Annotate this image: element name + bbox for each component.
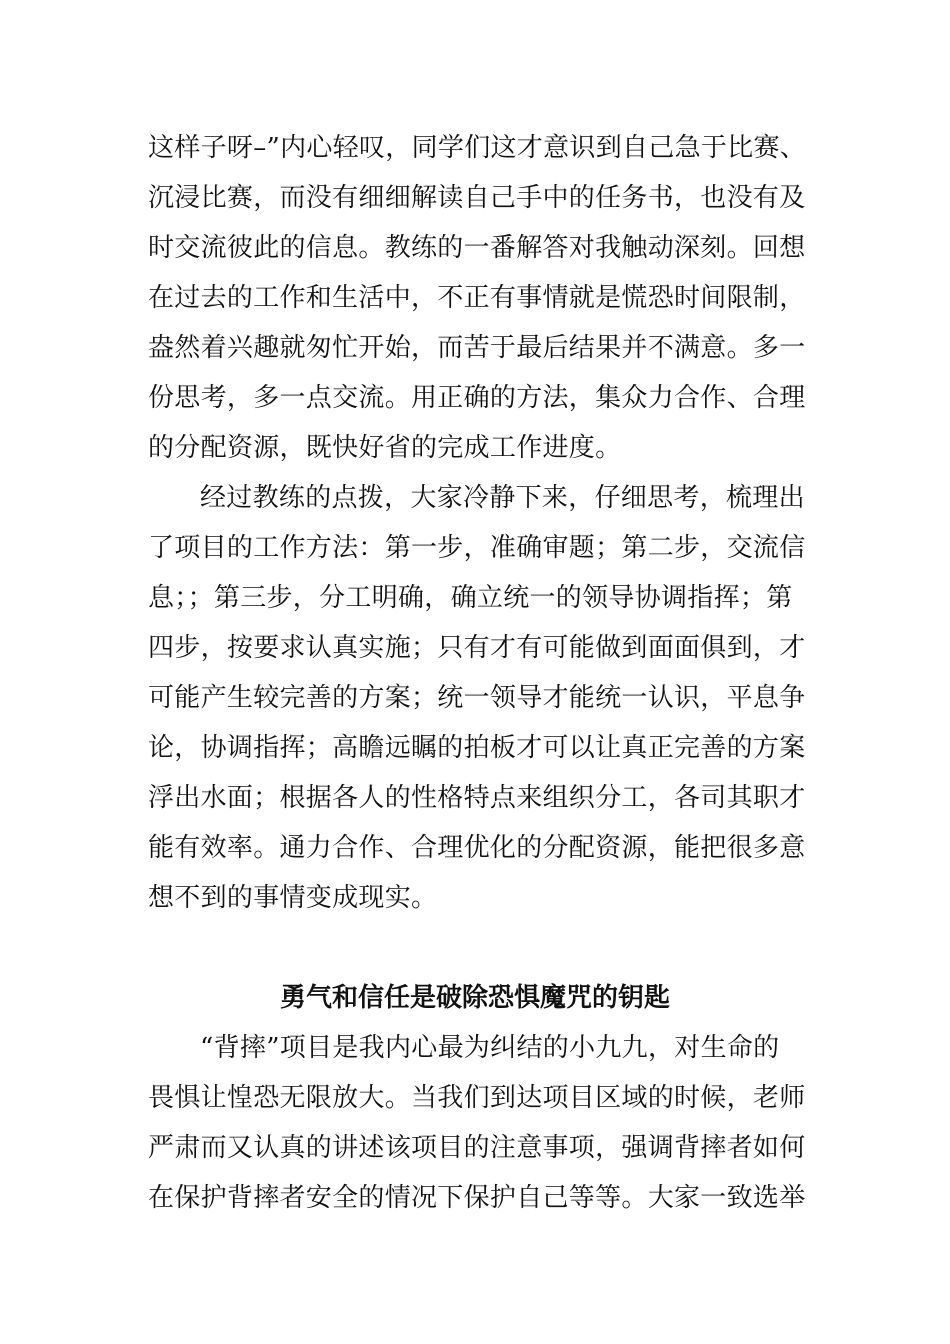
text-line: 时交流彼此的信息。教练的一番解答对我触动深刻。回想 — [148, 233, 806, 263]
text-line: 论，协调指挥；高瞻远瞩的拍板才可以让真正完善的方案 — [148, 733, 806, 763]
text-line: 严肃而又认真的讲述该项目的注意事项，强调背摔者如何 — [148, 1133, 806, 1163]
text-line: 在保护背摔者安全的情况下保护自己等等。大家一致选举 — [148, 1183, 806, 1213]
text-line: 沉浸比赛，而没有细细解读自己手中的任务书，也没有及 — [148, 183, 806, 213]
text-line: 畏惧让惶恐无限放大。当我们到达项目区域的时候，老师 — [148, 1083, 806, 1113]
text-line: 能有效率。通力合作、合理优化的分配资源，能把很多意 — [148, 833, 806, 863]
text-line: 在过去的工作和生活中，不正有事情就是慌恐时间限制， — [148, 283, 806, 313]
text-line: 这样子呀–”内心轻叹，同学们这才意识到自己急于比赛、 — [148, 133, 807, 163]
text-line: 浮出水面；根据各人的性格特点来组织分工，各司其职才 — [148, 783, 806, 813]
text-line: 了项目的工作方法：第一步，准确审题；第二步，交流信 — [148, 533, 806, 563]
text-line: “背摔”项目是我内心最为纠结的小九九，对生命的 — [200, 1033, 780, 1063]
text-line: 想不到的事情变成现实。 — [148, 883, 438, 913]
section-heading: 勇气和信任是破除恐惧魔咒的钥匙 — [279, 983, 670, 1013]
text-line: 份思考，多一点交流。用正确的方法，集众力合作、合理 — [148, 383, 806, 413]
text-line: 的分配资源，既快好省的完成工作进度。 — [148, 433, 622, 463]
text-line: 可能产生较完善的方案；统一领导才能统一认识，平息争 — [148, 683, 806, 713]
text-line: 盎然着兴趣就匆忙开始，而苦于最后结果并不满意。多一 — [148, 333, 806, 363]
text-line: 经过教练的点拨，大家冷静下来，仔细思考，梳理出 — [200, 483, 805, 513]
text-line: 四步，按要求认真实施；只有才有可能做到面面俱到，才 — [148, 633, 806, 663]
text-line: 息；；第三步，分工明确，确立统一的领导协调指挥；第 — [148, 583, 793, 613]
